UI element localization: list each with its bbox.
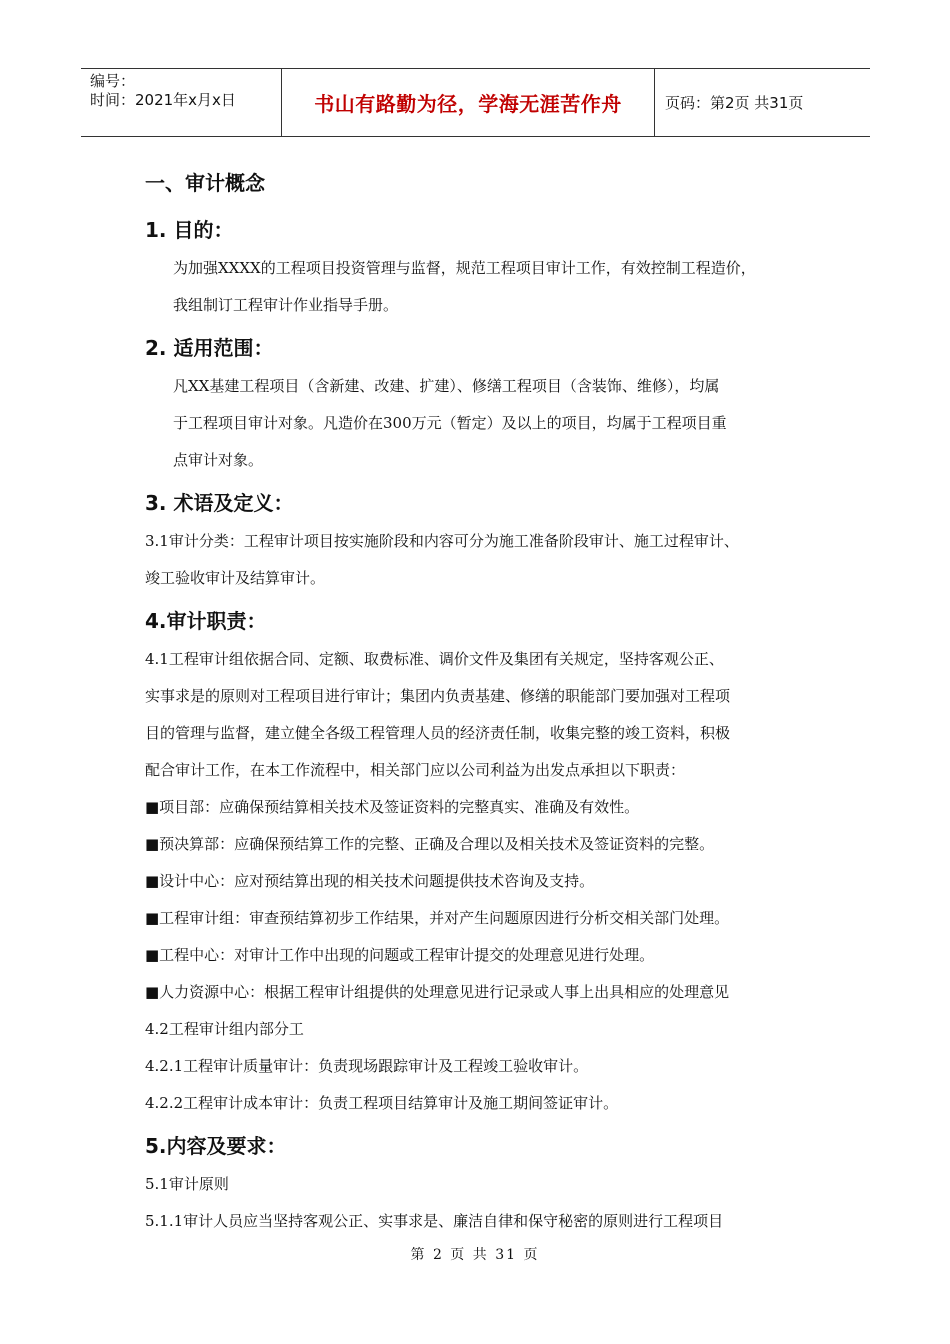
paragraph-line: 3.1审计分类：工程审计项目按实施阶段和内容可分为施工准备阶段审计、施工过程审计、 [145, 532, 739, 550]
paragraph-line: 我组制订工程审计作业指导手册。 [173, 296, 399, 314]
paragraph-line: 为加强XXXX的工程项目投资管理与监督，规范工程项目审计工作，有效控制工程造价， [173, 259, 756, 277]
page-header [81, 68, 870, 137]
paragraph-line: 竣工验收审计及结算审计。 [145, 569, 326, 587]
paragraph-line: ■预决算部：应确保预结算工作的完整、正确及合理以及相关技术及签证资料的完整。 [145, 835, 715, 853]
paragraph-line: ■设计中心：应对预结算出现的相关技术问题提供技术咨询及支持。 [145, 872, 595, 890]
paragraph-line: 点审计对象。 [173, 451, 264, 469]
paragraph-line: ■项目部：应确保预结算相关技术及签证资料的完整真实、准确及有效性。 [145, 798, 640, 816]
paragraph-line: ■工程审计组：审查预结算初步工作结果，并对产生问题原因进行分析交相关部门处理。 [145, 909, 730, 927]
paragraph-line: 4.2工程审计组内部分工 [145, 1020, 304, 1038]
paragraph-line: 4.2.2工程审计成本审计：负责工程项目结算审计及施工期间签证审计。 [145, 1094, 619, 1112]
paragraph-line: 于工程项目审计对象。凡造价在300万元（暂定）及以上的项目，均属于工程项目重 [173, 414, 727, 432]
subsection-heading: 2. 适用范围： [145, 336, 274, 360]
header-motto: 书山有路勤为径，学海无涯苦作舟 [282, 69, 655, 136]
paragraph-line: 实事求是的原则对工程项目进行审计；集团内负责基建、修缮的职能部门要加强对工程项 [145, 687, 731, 705]
subsection-heading: 4.审计职责： [145, 609, 267, 633]
subsection-heading: 5.内容及要求： [145, 1134, 287, 1158]
paragraph-line: 配合审计工作，在本工作流程中，相关部门应以公司利益为出发点承担以下职责： [145, 761, 686, 779]
paragraph-line: 凡XX基建工程项目（含新建、改建、扩建）、修缮工程项目（含装饰、维修），均属 [173, 377, 720, 395]
header-page-label: 页码：第2页 共31页 [665, 94, 804, 112]
paragraph-line: 4.1工程审计组依据合同、定额、取费标准、调价文件及集团有关规定，坚持客观公正、 [145, 650, 724, 668]
number-label: 编号： [90, 72, 136, 90]
subsection-heading: 3. 术语及定义： [145, 491, 294, 515]
time-label: 时间：2021年x月x日 [90, 91, 236, 109]
header-meta [81, 69, 282, 136]
subsection-heading: 1. 目的： [145, 218, 234, 242]
paragraph-line: 目的管理与监督，建立健全各级工程管理人员的经济责任制，收集完整的竣工资料，积极 [145, 724, 731, 742]
paragraph-line: 4.2.1工程审计质量审计：负责现场跟踪审计及工程竣工验收审计。 [145, 1057, 589, 1075]
page-footer: 第 2 页 共 31 页 [410, 1247, 540, 1263]
paragraph-line: ■人力资源中心：根据工程审计组提供的处理意见进行记录或人事上出具相应的处理意见 [145, 983, 730, 1001]
document-body [145, 160, 825, 1240]
paragraph-line: 5.1审计原则 [145, 1175, 229, 1193]
paragraph-line: 5.1.1审计人员应当坚持客观公正、实事求是、廉洁自律和保守秘密的原则进行工程项目 [145, 1212, 724, 1230]
section-heading: 一、审计概念 [145, 171, 265, 195]
paragraph-line: ■工程中心：对审计工作中出现的问题或工程审计提交的处理意见进行处理。 [145, 946, 655, 964]
